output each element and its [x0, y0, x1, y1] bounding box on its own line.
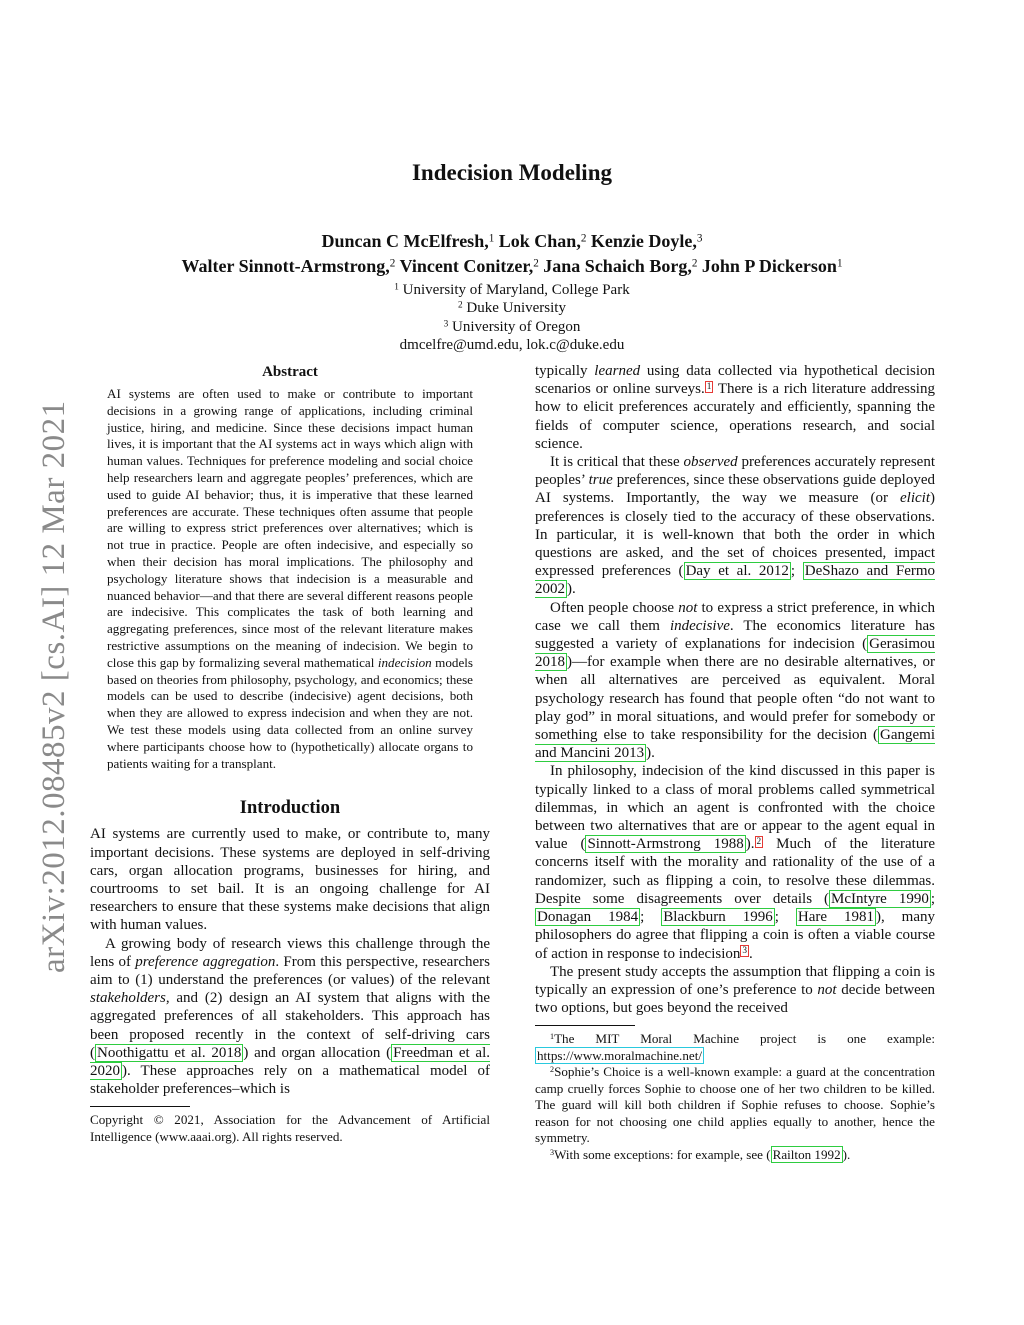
moralmachine-url-link[interactable]: https://www.moralmachine.net/: [537, 1047, 702, 1063]
author-affil-sup: 2: [691, 257, 698, 270]
author-name: Jana Schaich Borg,: [543, 256, 692, 276]
citation-link[interactable]: Day et al. 2012: [685, 563, 789, 580]
emphasis: stakeholders: [90, 990, 166, 1007]
footnote-rule: [90, 1106, 190, 1107]
text: ).: [842, 1146, 851, 1162]
text: With some exceptions: for example, see (: [554, 1146, 771, 1162]
emphasis: not: [817, 981, 837, 998]
text: Often people choose: [550, 599, 679, 616]
text: )—for example when there are no desirable alternatives, or when all alternatives are perceived as equivalent. Moral psychology research has found that people often “do not want to play god” in moral situations, and would prefer for somebody or something else to take responsibility for the decision (: [535, 654, 935, 744]
emphasis: preference aggregation: [135, 953, 276, 970]
affiliation: [0, 318, 1024, 336]
affiliation: [0, 281, 1024, 299]
footnote-2: [535, 1064, 935, 1147]
text: ;: [774, 909, 796, 926]
text: It is critical that these: [550, 454, 684, 471]
text: ).: [646, 745, 655, 762]
footnote-ref-link[interactable]: 2: [756, 836, 762, 847]
text: ) preferences is closely tied to the accuracy of these observations. In particular, it is well-known that both the order in which questions are asked, and the set of choices presented, impact expressed preferences (: [535, 490, 935, 580]
affiliation-sup: 1: [394, 282, 399, 293]
citation-link[interactable]: McIntyre 1990: [831, 890, 929, 907]
emails: dmcelfre@umd.edu, lok.c@duke.edu: [399, 336, 625, 353]
text: to express a strict preference, in which case we call them: [535, 599, 935, 634]
author-affil-sup: 3: [696, 232, 703, 245]
text: preferences accurately represent peoples’: [535, 454, 936, 489]
footnote-ref-link[interactable]: 3: [742, 945, 748, 956]
citation-link[interactable]: Noothigattu et al. 2018: [97, 1044, 242, 1061]
text: ;: [930, 890, 936, 907]
emphasis: elicit: [900, 490, 930, 507]
text: preferences, since these observations guide deployed AI systems. Importantly, the way we measure (or: [535, 472, 936, 507]
footnote-rule: [535, 1025, 635, 1026]
citation-link[interactable]: Donagan 1984: [537, 909, 639, 926]
text: ). These approaches rely on a mathematical model of stakeholder preferences–which is: [90, 1062, 490, 1098]
arxiv-stamp: arXiv:2012.08485v2 [cs.AI] 12 Mar 2021: [36, 400, 72, 973]
right-paragraph-1: [535, 362, 935, 453]
right-paragraph-2: [535, 453, 935, 599]
citation-link[interactable]: Hare 1981: [797, 909, 874, 926]
citation-link[interactable]: Gerasimou 2018: [535, 636, 935, 671]
affiliation: [0, 299, 1024, 317]
right-column: [535, 362, 935, 1163]
text: A growing body of research views this challenge through the lens of: [90, 935, 490, 970]
paper-title: Indecision Modeling: [411, 160, 612, 185]
footnote-1: [535, 1031, 935, 1064]
affiliation-text: Duke University: [466, 300, 566, 317]
intro-paragraph-1: AI systems are currently used to make, or contribute to, many important decisions. These systems are deployed in self-driving cars, organ allocation programs, businesses for hiring, and courtrooms to set bail. It is an ongoing challenge for AI researchers to ensure that these systems make decisions that align with human values.: [90, 826, 490, 934]
author-name: Kenzie Doyle,: [590, 231, 697, 251]
text: Much of the literature concerns itself with the morality and rationality of the use of a randomizer, such as flipping a coin, to resolve these dilemmas. Despite some disagreements over details (: [535, 836, 935, 907]
citation-link[interactable]: Gangemi and Mancini 2013: [535, 727, 935, 762]
left-column: [90, 364, 490, 1145]
footnote-number: 1: [550, 1032, 555, 1042]
right-paragraph-5: [535, 963, 935, 1018]
affiliation-sup: 2: [458, 300, 463, 311]
author-name: Vincent Conitzer,: [399, 256, 534, 276]
text: ;: [640, 909, 662, 926]
text: using data collected via hypothetical decision scenarios or online surveys.: [535, 363, 935, 398]
emphasis: indecisive: [669, 617, 730, 634]
author-affil-sup: 1: [836, 257, 843, 270]
emphasis: not: [678, 599, 698, 616]
author-affil-sup: 2: [533, 257, 539, 270]
text: ).: [567, 581, 576, 598]
text: ) and organ allocation (: [243, 1044, 392, 1061]
author-name: Duncan C McElfresh,: [321, 231, 489, 251]
author-line-1: [0, 229, 1024, 254]
affiliation-text: University of Oregon: [452, 318, 581, 335]
abstract-emphasis: indecision: [377, 654, 432, 670]
footnote-3: [535, 1147, 935, 1164]
text: . The economics literature has suggested a variety of explanations for indecision (: [535, 617, 935, 653]
text: .: [749, 945, 753, 962]
text: ), many philosophers do agree that flipping a coin is often a viable course of action in response to indecision: [535, 909, 936, 962]
author-affil-sup: 1: [488, 232, 495, 245]
text: ).: [745, 836, 755, 853]
right-paragraph-3: [535, 599, 935, 763]
emphasis: true: [588, 472, 613, 489]
text: There is a rich literature addressing how to elicit preferences accurately and efficiently, spanning the fields of computer science, operations research, and social science.: [535, 381, 935, 452]
author-name: Lok Chan,: [498, 231, 581, 251]
footnote-ref-link[interactable]: 1: [706, 381, 712, 392]
text: decide between two options, but goes beyond the received: [535, 981, 935, 1017]
abstract-heading: Abstract: [262, 364, 318, 380]
citation-link[interactable]: Sinnott-Armstrong 1988: [587, 836, 744, 853]
affiliations: [0, 281, 1024, 354]
citation-link[interactable]: Blackburn 1996: [663, 909, 773, 926]
affiliation-text: University of Maryland, College Park: [402, 282, 630, 298]
text: ;: [790, 563, 803, 580]
introduction-heading: Introduction: [239, 798, 341, 819]
author-name: Walter Sinnott-Armstrong,: [181, 256, 390, 276]
author-affil-sup: 2: [580, 232, 587, 245]
emphasis: observed: [683, 454, 738, 471]
text: Sophie’s Choice is a well-known example: a guard at the concentration camp cruelly forces Sophie to choose one of her two children to be killed. The guard will kill both children if Sophie refuses to choose. Sophie’s reason for not choosing one child applies equally to another, hence the symmetry.: [535, 1064, 935, 1146]
affiliation-sup: 3: [443, 318, 449, 329]
author-block: [0, 229, 1024, 279]
citation-link[interactable]: Railton 1992: [772, 1146, 841, 1162]
abstract-body: [107, 386, 473, 772]
right-paragraph-4: [535, 762, 935, 962]
author-name: John P Dickerson: [701, 256, 837, 276]
text: . From this perspective, researchers aim to (1) understand the preferences (or values) of the relevant: [90, 953, 490, 988]
footnote-number: 2: [550, 1065, 555, 1075]
copyright-notice: Copyright © 2021, Association for the Advancement of Artificial Intelligence (www.aaai.org). All rights reserved.: [90, 1112, 490, 1144]
emphasis: learned: [594, 363, 641, 379]
abstract-text: models based on theories from philosophy, psychology, and economics; these models can be used to describe (indecisive) agent decisions, both when they are allowed to express indecision and when they are not. We test these models using data collected from an online survey where participants choose how to (hypothetically) allocate organs to patients waiting for a transplant.: [107, 654, 473, 771]
text: The MIT Moral Machine project is one example:: [554, 1031, 935, 1047]
text: typically: [535, 363, 595, 379]
author-affil-sup: 2: [389, 257, 396, 270]
citation-link[interactable]: Freedman et al. 2020: [90, 1044, 490, 1079]
text: In philosophy, indecision of the kind discussed in this paper is typically linked to a class of moral problems called symmetrical dilemmas, in which an agent is confronted with the choice between two alternatives that are or appear to the agent equal in value (: [535, 763, 935, 853]
text: The present study accepts the assumption that flipping a coin is typically an expression of one’s preference to: [535, 963, 935, 998]
abstract-text: AI systems are often used to make or contribute to important decisions in a growing range of applications, including criminal justice, hiring, and medicine. Since these decisions impact human lives, it is important that the AI systems act in ways which align with human values. Techniques for preference modeling and social choice help researchers learn and aggregate peoples’ preferences, which are used to guide AI behavior; thus, it is imperative that these learned preferences are accurate. These techniques often assume that people are willing to express strict preferences over alternatives; which is not true in practice. People are often indecisive, and especially so when their decision has moral implications. The philosophy and psychology literature shows that indecision is a measurable and nuanced behavior—and that there are several different reasons people are indecisive. This complicates the task of both learning and aggregating preferences, since most of the relevant literature makes restrictive assumptions on the meaning of indecision. We begin to close this gap by formalizing several mathematical: [107, 386, 473, 670]
citation-link[interactable]: DeShazo and Fermo 2002: [535, 563, 936, 598]
text: , and (2) design an AI system that aligns with the aggregated preferences of all stakeholders. This approach has been proposed recently in the context of self-driving cars (: [90, 990, 490, 1061]
footnote-number: 3: [550, 1147, 555, 1157]
author-line-2: [0, 254, 1024, 279]
intro-paragraph-2: [90, 935, 490, 1099]
